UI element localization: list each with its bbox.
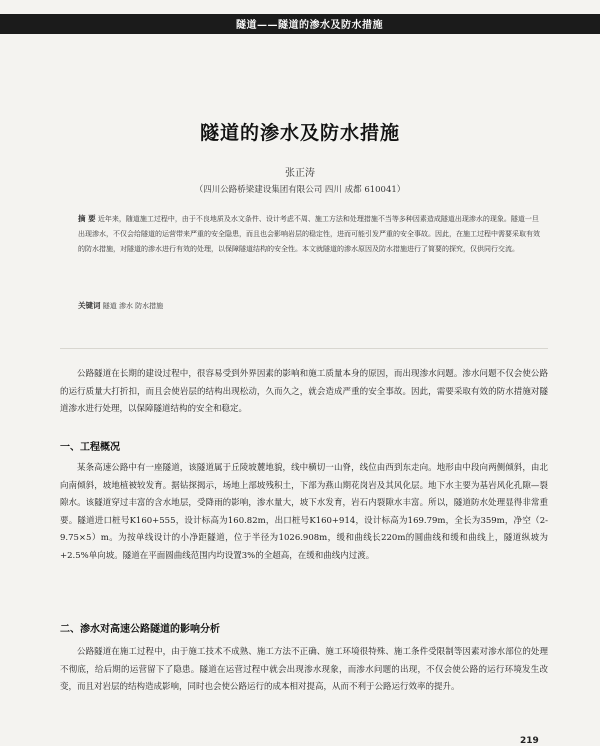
intro-paragraph: 公路隧道在长期的建设过程中，很容易受到外界因素的影响和施工质量本身的原因，而出现渗水问题。渗水问题不仅会使公路的运行质量大打折扣，而且会使岩层的结构出现松动，久而久之，就会造成严重的安全事故。因此，需要采取有效的防水措施对隧道渗水进行处理，以保障隧道结构的安全和稳定。 — [60, 369, 548, 414]
running-header-title: 隧道——隧道的渗水及防水措施 — [236, 20, 383, 31]
keywords — [78, 300, 544, 311]
author-name: 张正涛 — [285, 168, 315, 179]
keywords-text: 隧道 渗水 防水措施 — [102, 302, 164, 310]
section-heading-2: 二、渗水对高速公路隧道的影响分析 — [60, 624, 220, 635]
abstract — [78, 211, 544, 257]
author-affiliation: （四川公路桥梁建设集团有限公司 四川 成都 610041） — [194, 185, 406, 195]
abstract-label: 摘 要 — [78, 214, 96, 223]
keywords-label: 关键词 — [78, 301, 101, 310]
divider — [60, 348, 548, 349]
page-number: 219 — [520, 736, 539, 746]
section-heading-1: 一、工程概况 — [60, 442, 120, 453]
abstract-text: 近年来，随道施工过程中，由于不良地质及水文条件、设计考虑不周、施工方法和处理措施不当等多种因素造成隧道出现渗水的现象。隧道一旦出现渗水，不仅会给隧道的运营带来严重的安全隐患，而且也会影响岩层的稳定性，进而可能引发严重的安全事故。因此，在施工过程中需要采取有效的防水措施，对隧道的渗水进行有效的处理，以保障隧道结构的安全性。本文就隧道的渗水原因及防水措施进行了简要的探究，仅供同行交流。 — [78, 215, 540, 253]
article-title: 隧道的渗水及防水措施 — [199, 122, 400, 144]
section-2-paragraph: 公路隧道在施工过程中，由于施工技术不成熟、施工方法不正确、施工环境很特殊、施工条件受限制等因素对渗水部位的处理不彻底，给后期的运营留下了隐患。隧道在运营过程中就会出现渗水现象，而渗水问题的出现，不仅会使公路的运行环境发生改变，而且对岩层的结构造成影响，同时也会使公路运行的成本相对提高，从而不利于公路运行效率的提升。 — [60, 647, 548, 692]
section-1-paragraph: 某条高速公路中有一座隧道，该隧道属于丘陵坡麓地貌，线中横切一山脊，线位由西到东走向。地形由中段向两侧倾斜，由北向南倾斜，坡地植被较发育。据钻探揭示，场地上部坡残积土，下部为燕山期花岗岩及其风化层。地下水主要为基岩风化孔隙—裂隙水。该隧道穿过丰富的含水地层，受降雨的影响，渗水量大，坡下水发育，岩石内裂隙水丰富。所以，隧道防水处理显得非常重要。隧道进口桩号K160+555，设计标高为160.82m，出口桩号K160+914，设计标高为169.79m，全长为359m，净空（2-9.75×5）m。为按单线设计的小净距隧道，位于半径为1026.908m，缓和曲线长220m的圆曲线和缓和曲线上，隧道纵坡为+2.5%单向坡。隧道在平面圆曲线范围内均设置3%的全超高，在缓和曲线内过渡。 — [60, 463, 548, 561]
